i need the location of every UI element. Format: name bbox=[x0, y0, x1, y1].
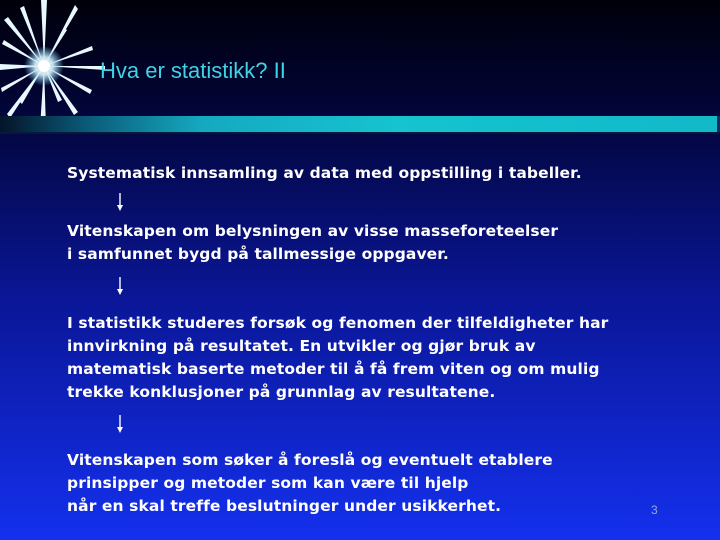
paragraph-line: trekke konklusjoner på grunnlag av resultatene. bbox=[67, 383, 496, 401]
down-arrow-icon bbox=[115, 192, 125, 212]
starburst-icon bbox=[0, 0, 110, 130]
paragraph-line: prinsipper og metoder som kan være til hjelp bbox=[67, 474, 469, 492]
paragraph-line: når en skal treffe beslutninger under usikkerhet. bbox=[67, 497, 502, 515]
slide-title: Hva er statistikk? II bbox=[100, 58, 286, 83]
paragraph-line: matematisk baserte metoder til å få frem viten og om mulig bbox=[67, 360, 600, 378]
paragraph-line: Vitenskapen om belysningen av visse masseforeteelser bbox=[67, 222, 559, 240]
paragraph-1 bbox=[67, 162, 582, 185]
title-underline-bar bbox=[0, 116, 720, 134]
title-underline-gradient bbox=[0, 116, 720, 132]
paragraph-4 bbox=[67, 449, 553, 518]
paragraph-line: innvirkning på resultatet. En utvikler og gjør bruk av bbox=[67, 337, 536, 355]
title-underline-shadow bbox=[0, 132, 720, 134]
down-arrow-icon bbox=[115, 414, 125, 434]
paragraph-line: I statistikk studeres forsøk og fenomen der tilfeldigheter har bbox=[67, 314, 609, 332]
down-arrow-icon bbox=[115, 276, 125, 296]
paragraph-line: Vitenskapen som søker å foreslå og eventuelt etablere bbox=[67, 451, 553, 469]
paragraph-line: i samfunnet bygd på tallmessige oppgaver. bbox=[67, 245, 449, 263]
page-number: 3 bbox=[651, 503, 658, 517]
paragraph-2 bbox=[67, 220, 558, 266]
paragraph-3 bbox=[67, 312, 608, 404]
paragraph-line: Systematisk innsamling av data med oppstilling i tabeller. bbox=[67, 164, 582, 182]
